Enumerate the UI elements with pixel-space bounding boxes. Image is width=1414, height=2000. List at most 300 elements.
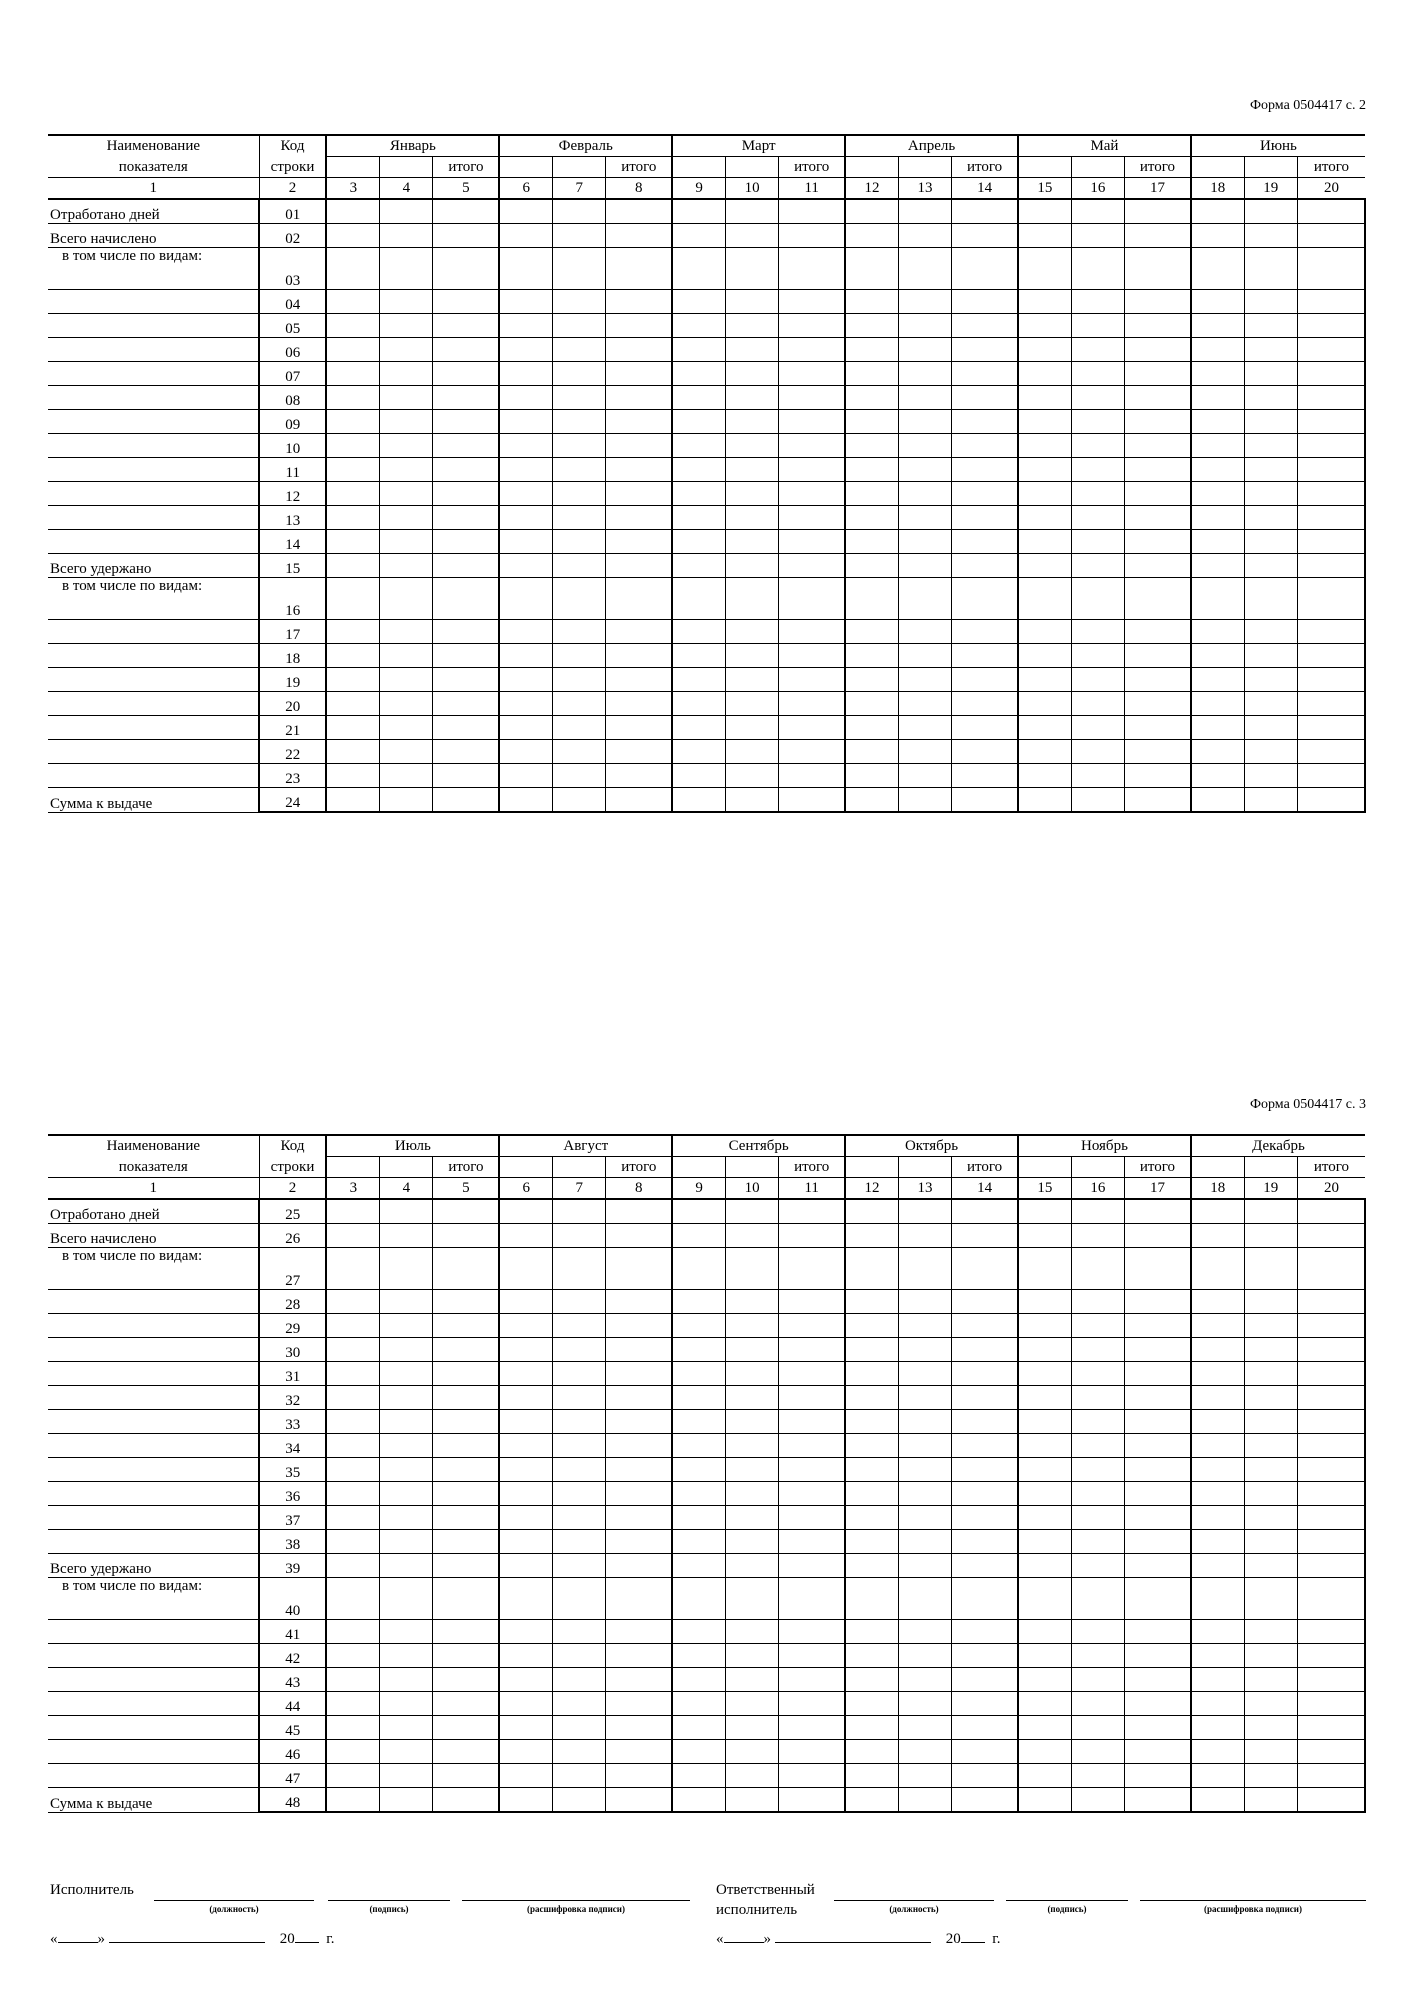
value-cell[interactable]	[779, 314, 845, 338]
value-cell[interactable]	[380, 620, 433, 644]
responsible-month-field[interactable]	[775, 1928, 931, 1943]
value-cell[interactable]	[845, 1248, 898, 1290]
value-cell[interactable]	[672, 1199, 725, 1224]
value-cell[interactable]	[952, 482, 1018, 506]
value-cell[interactable]	[326, 1668, 379, 1692]
value-cell[interactable]	[499, 788, 552, 813]
value-cell[interactable]	[326, 788, 379, 813]
value-cell[interactable]	[553, 554, 606, 578]
value-cell[interactable]	[779, 1386, 845, 1410]
value-cell[interactable]	[1191, 1716, 1244, 1740]
value-cell[interactable]	[1297, 764, 1365, 788]
value-cell[interactable]	[1191, 620, 1244, 644]
value-cell[interactable]	[1125, 1692, 1191, 1716]
value-cell[interactable]	[725, 668, 778, 692]
value-cell[interactable]	[433, 506, 499, 530]
value-cell[interactable]	[380, 1740, 433, 1764]
value-cell[interactable]	[1125, 1362, 1191, 1386]
value-cell[interactable]	[433, 788, 499, 813]
value-cell[interactable]	[725, 1338, 778, 1362]
value-cell[interactable]	[1297, 434, 1365, 458]
value-cell[interactable]	[1244, 764, 1297, 788]
value-cell[interactable]	[672, 1764, 725, 1788]
value-cell[interactable]	[1018, 1338, 1071, 1362]
value-cell[interactable]	[1244, 290, 1297, 314]
value-cell[interactable]	[1191, 1290, 1244, 1314]
value-cell[interactable]	[1297, 1554, 1365, 1578]
value-cell[interactable]	[1244, 1314, 1297, 1338]
value-cell[interactable]	[1018, 314, 1071, 338]
value-cell[interactable]	[380, 740, 433, 764]
value-cell[interactable]	[1191, 764, 1244, 788]
value-cell[interactable]	[1071, 1410, 1124, 1434]
value-cell[interactable]	[952, 1410, 1018, 1434]
value-cell[interactable]	[553, 1530, 606, 1554]
value-cell[interactable]	[606, 362, 672, 386]
value-cell[interactable]	[606, 716, 672, 740]
value-cell[interactable]	[1018, 1740, 1071, 1764]
value-cell[interactable]	[952, 458, 1018, 482]
value-cell[interactable]	[1244, 716, 1297, 740]
value-cell[interactable]	[606, 458, 672, 482]
value-cell[interactable]	[1191, 1338, 1244, 1362]
value-cell[interactable]	[326, 1764, 379, 1788]
value-cell[interactable]	[1018, 1788, 1071, 1813]
value-cell[interactable]	[725, 1248, 778, 1290]
value-cell[interactable]	[898, 1434, 951, 1458]
value-cell[interactable]	[1297, 1386, 1365, 1410]
value-cell[interactable]	[952, 199, 1018, 224]
value-cell[interactable]	[1018, 290, 1071, 314]
value-cell[interactable]	[380, 1530, 433, 1554]
value-cell[interactable]	[845, 1314, 898, 1338]
value-cell[interactable]	[1125, 1644, 1191, 1668]
value-cell[interactable]	[952, 1530, 1018, 1554]
value-cell[interactable]	[1071, 578, 1124, 620]
value-cell[interactable]	[1244, 338, 1297, 362]
value-cell[interactable]	[672, 1314, 725, 1338]
value-cell[interactable]	[1018, 692, 1071, 716]
value-cell[interactable]	[672, 692, 725, 716]
value-cell[interactable]	[499, 668, 552, 692]
value-cell[interactable]	[1071, 1578, 1124, 1620]
value-cell[interactable]	[606, 1668, 672, 1692]
value-cell[interactable]	[725, 740, 778, 764]
value-cell[interactable]	[606, 1578, 672, 1620]
value-cell[interactable]	[433, 1644, 499, 1668]
value-cell[interactable]	[1125, 1764, 1191, 1788]
value-cell[interactable]	[779, 1620, 845, 1644]
value-cell[interactable]	[1244, 668, 1297, 692]
value-cell[interactable]	[898, 644, 951, 668]
value-cell[interactable]	[499, 1482, 552, 1506]
value-cell[interactable]	[845, 554, 898, 578]
value-cell[interactable]	[1018, 199, 1071, 224]
value-cell[interactable]	[952, 1764, 1018, 1788]
value-cell[interactable]	[1018, 530, 1071, 554]
value-cell[interactable]	[1297, 1314, 1365, 1338]
value-cell[interactable]	[326, 1199, 379, 1224]
value-cell[interactable]	[1297, 248, 1365, 290]
value-cell[interactable]	[553, 1764, 606, 1788]
value-cell[interactable]	[672, 386, 725, 410]
value-cell[interactable]	[606, 248, 672, 290]
value-cell[interactable]	[553, 1410, 606, 1434]
value-cell[interactable]	[380, 1692, 433, 1716]
value-cell[interactable]	[433, 410, 499, 434]
executor-day-field[interactable]	[58, 1928, 98, 1943]
value-cell[interactable]	[553, 224, 606, 248]
value-cell[interactable]	[1125, 554, 1191, 578]
value-cell[interactable]	[898, 1716, 951, 1740]
value-cell[interactable]	[1018, 1530, 1071, 1554]
value-cell[interactable]	[1125, 410, 1191, 434]
value-cell[interactable]	[898, 620, 951, 644]
value-cell[interactable]	[326, 410, 379, 434]
value-cell[interactable]	[606, 578, 672, 620]
value-cell[interactable]	[898, 1290, 951, 1314]
value-cell[interactable]	[952, 530, 1018, 554]
value-cell[interactable]	[725, 386, 778, 410]
value-cell[interactable]	[553, 434, 606, 458]
value-cell[interactable]	[672, 199, 725, 224]
value-cell[interactable]	[380, 1434, 433, 1458]
value-cell[interactable]	[1125, 1314, 1191, 1338]
value-cell[interactable]	[725, 578, 778, 620]
value-cell[interactable]	[1071, 1716, 1124, 1740]
value-cell[interactable]	[672, 1578, 725, 1620]
value-cell[interactable]	[1071, 1224, 1124, 1248]
value-cell[interactable]	[845, 224, 898, 248]
value-cell[interactable]	[380, 1668, 433, 1692]
value-cell[interactable]	[845, 434, 898, 458]
value-cell[interactable]	[433, 1788, 499, 1813]
value-cell[interactable]	[1297, 530, 1365, 554]
value-cell[interactable]	[1191, 1740, 1244, 1764]
value-cell[interactable]	[553, 764, 606, 788]
value-cell[interactable]	[499, 1314, 552, 1338]
value-cell[interactable]	[898, 1740, 951, 1764]
value-cell[interactable]	[725, 1199, 778, 1224]
value-cell[interactable]	[553, 1314, 606, 1338]
value-cell[interactable]	[672, 740, 725, 764]
value-cell[interactable]	[672, 1530, 725, 1554]
value-cell[interactable]	[433, 644, 499, 668]
value-cell[interactable]	[499, 1410, 552, 1434]
value-cell[interactable]	[433, 740, 499, 764]
value-cell[interactable]	[952, 410, 1018, 434]
value-cell[interactable]	[898, 410, 951, 434]
value-cell[interactable]	[1244, 386, 1297, 410]
value-cell[interactable]	[433, 716, 499, 740]
value-cell[interactable]	[779, 644, 845, 668]
value-cell[interactable]	[779, 764, 845, 788]
value-cell[interactable]	[606, 1386, 672, 1410]
value-cell[interactable]	[1297, 1530, 1365, 1554]
value-cell[interactable]	[898, 1620, 951, 1644]
value-cell[interactable]	[779, 788, 845, 813]
value-cell[interactable]	[1191, 1668, 1244, 1692]
value-cell[interactable]	[1071, 1530, 1124, 1554]
value-cell[interactable]	[672, 1668, 725, 1692]
value-cell[interactable]	[1071, 1668, 1124, 1692]
value-cell[interactable]	[779, 1716, 845, 1740]
value-cell[interactable]	[1018, 620, 1071, 644]
value-cell[interactable]	[1297, 410, 1365, 434]
value-cell[interactable]	[1018, 1506, 1071, 1530]
value-cell[interactable]	[952, 1434, 1018, 1458]
value-cell[interactable]	[779, 554, 845, 578]
value-cell[interactable]	[725, 1434, 778, 1458]
value-cell[interactable]	[1297, 1764, 1365, 1788]
value-cell[interactable]	[433, 1410, 499, 1434]
value-cell[interactable]	[898, 434, 951, 458]
value-cell[interactable]	[606, 1482, 672, 1506]
value-cell[interactable]	[606, 1554, 672, 1578]
value-cell[interactable]	[433, 578, 499, 620]
value-cell[interactable]	[380, 338, 433, 362]
value-cell[interactable]	[1297, 578, 1365, 620]
value-cell[interactable]	[725, 530, 778, 554]
value-cell[interactable]	[1125, 1290, 1191, 1314]
value-cell[interactable]	[1297, 386, 1365, 410]
value-cell[interactable]	[1125, 248, 1191, 290]
value-cell[interactable]	[553, 1692, 606, 1716]
value-cell[interactable]	[779, 1199, 845, 1224]
value-cell[interactable]	[1297, 740, 1365, 764]
value-cell[interactable]	[1071, 1482, 1124, 1506]
value-cell[interactable]	[380, 1338, 433, 1362]
value-cell[interactable]	[1244, 199, 1297, 224]
value-cell[interactable]	[1191, 1248, 1244, 1290]
value-cell[interactable]	[499, 530, 552, 554]
value-cell[interactable]	[672, 1458, 725, 1482]
value-cell[interactable]	[779, 1506, 845, 1530]
value-cell[interactable]	[1125, 764, 1191, 788]
value-cell[interactable]	[779, 362, 845, 386]
value-cell[interactable]	[433, 362, 499, 386]
value-cell[interactable]	[1191, 1410, 1244, 1434]
value-cell[interactable]	[380, 290, 433, 314]
value-cell[interactable]	[499, 692, 552, 716]
value-cell[interactable]	[1244, 1668, 1297, 1692]
value-cell[interactable]	[326, 1788, 379, 1813]
value-cell[interactable]	[606, 199, 672, 224]
value-cell[interactable]	[499, 1716, 552, 1740]
value-cell[interactable]	[1018, 1290, 1071, 1314]
value-cell[interactable]	[1125, 1578, 1191, 1620]
value-cell[interactable]	[779, 1764, 845, 1788]
value-cell[interactable]	[433, 1668, 499, 1692]
value-cell[interactable]	[845, 1530, 898, 1554]
value-cell[interactable]	[845, 1788, 898, 1813]
value-cell[interactable]	[433, 386, 499, 410]
value-cell[interactable]	[606, 1248, 672, 1290]
value-cell[interactable]	[606, 1788, 672, 1813]
value-cell[interactable]	[952, 740, 1018, 764]
value-cell[interactable]	[606, 620, 672, 644]
responsible-decoding-field[interactable]	[1140, 1882, 1366, 1901]
value-cell[interactable]	[499, 716, 552, 740]
value-cell[interactable]	[845, 386, 898, 410]
value-cell[interactable]	[606, 740, 672, 764]
value-cell[interactable]	[725, 410, 778, 434]
value-cell[interactable]	[1018, 644, 1071, 668]
value-cell[interactable]	[845, 314, 898, 338]
value-cell[interactable]	[499, 644, 552, 668]
value-cell[interactable]	[779, 248, 845, 290]
value-cell[interactable]	[1191, 1764, 1244, 1788]
value-cell[interactable]	[725, 1764, 778, 1788]
value-cell[interactable]	[1244, 1578, 1297, 1620]
value-cell[interactable]	[1191, 1554, 1244, 1578]
value-cell[interactable]	[1018, 788, 1071, 813]
value-cell[interactable]	[725, 224, 778, 248]
value-cell[interactable]	[499, 482, 552, 506]
value-cell[interactable]	[1018, 578, 1071, 620]
value-cell[interactable]	[1018, 1224, 1071, 1248]
value-cell[interactable]	[499, 1199, 552, 1224]
value-cell[interactable]	[380, 386, 433, 410]
value-cell[interactable]	[779, 224, 845, 248]
value-cell[interactable]	[779, 338, 845, 362]
value-cell[interactable]	[553, 410, 606, 434]
value-cell[interactable]	[845, 506, 898, 530]
value-cell[interactable]	[553, 386, 606, 410]
value-cell[interactable]	[553, 1740, 606, 1764]
value-cell[interactable]	[326, 458, 379, 482]
value-cell[interactable]	[1244, 1199, 1297, 1224]
value-cell[interactable]	[326, 1506, 379, 1530]
value-cell[interactable]	[1191, 692, 1244, 716]
value-cell[interactable]	[1071, 1338, 1124, 1362]
value-cell[interactable]	[553, 290, 606, 314]
value-cell[interactable]	[898, 458, 951, 482]
value-cell[interactable]	[1244, 1506, 1297, 1530]
value-cell[interactable]	[1191, 1482, 1244, 1506]
value-cell[interactable]	[725, 1506, 778, 1530]
value-cell[interactable]	[952, 1644, 1018, 1668]
value-cell[interactable]	[779, 1482, 845, 1506]
value-cell[interactable]	[952, 1554, 1018, 1578]
value-cell[interactable]	[672, 1290, 725, 1314]
value-cell[interactable]	[1244, 1410, 1297, 1434]
value-cell[interactable]	[1244, 644, 1297, 668]
value-cell[interactable]	[779, 1224, 845, 1248]
value-cell[interactable]	[725, 290, 778, 314]
value-cell[interactable]	[845, 1290, 898, 1314]
value-cell[interactable]	[326, 1620, 379, 1644]
value-cell[interactable]	[1244, 740, 1297, 764]
value-cell[interactable]	[433, 248, 499, 290]
value-cell[interactable]	[779, 716, 845, 740]
value-cell[interactable]	[1297, 1290, 1365, 1314]
value-cell[interactable]	[1244, 458, 1297, 482]
value-cell[interactable]	[1125, 290, 1191, 314]
value-cell[interactable]	[1125, 1458, 1191, 1482]
value-cell[interactable]	[952, 1740, 1018, 1764]
executor-month-field[interactable]	[109, 1928, 265, 1943]
value-cell[interactable]	[1125, 668, 1191, 692]
value-cell[interactable]	[672, 554, 725, 578]
value-cell[interactable]	[1244, 1644, 1297, 1668]
value-cell[interactable]	[952, 1362, 1018, 1386]
value-cell[interactable]	[1018, 338, 1071, 362]
value-cell[interactable]	[380, 410, 433, 434]
value-cell[interactable]	[1191, 1620, 1244, 1644]
value-cell[interactable]	[326, 644, 379, 668]
value-cell[interactable]	[1125, 740, 1191, 764]
value-cell[interactable]	[1071, 1740, 1124, 1764]
value-cell[interactable]	[1191, 248, 1244, 290]
value-cell[interactable]	[326, 668, 379, 692]
value-cell[interactable]	[845, 1740, 898, 1764]
value-cell[interactable]	[952, 434, 1018, 458]
value-cell[interactable]	[499, 1506, 552, 1530]
value-cell[interactable]	[326, 1410, 379, 1434]
value-cell[interactable]	[898, 740, 951, 764]
value-cell[interactable]	[553, 1199, 606, 1224]
value-cell[interactable]	[433, 1530, 499, 1554]
value-cell[interactable]	[1125, 1434, 1191, 1458]
value-cell[interactable]	[1018, 248, 1071, 290]
value-cell[interactable]	[1018, 764, 1071, 788]
value-cell[interactable]	[898, 764, 951, 788]
value-cell[interactable]	[606, 788, 672, 813]
value-cell[interactable]	[326, 1530, 379, 1554]
value-cell[interactable]	[326, 716, 379, 740]
value-cell[interactable]	[672, 1620, 725, 1644]
value-cell[interactable]	[779, 1248, 845, 1290]
value-cell[interactable]	[326, 1482, 379, 1506]
value-cell[interactable]	[952, 1482, 1018, 1506]
value-cell[interactable]	[499, 554, 552, 578]
value-cell[interactable]	[499, 1620, 552, 1644]
value-cell[interactable]	[433, 1692, 499, 1716]
value-cell[interactable]	[1244, 788, 1297, 813]
value-cell[interactable]	[1244, 1482, 1297, 1506]
value-cell[interactable]	[845, 1506, 898, 1530]
value-cell[interactable]	[1191, 788, 1244, 813]
value-cell[interactable]	[606, 1434, 672, 1458]
value-cell[interactable]	[779, 1668, 845, 1692]
value-cell[interactable]	[499, 1248, 552, 1290]
value-cell[interactable]	[952, 1224, 1018, 1248]
value-cell[interactable]	[1297, 1692, 1365, 1716]
value-cell[interactable]	[1244, 554, 1297, 578]
value-cell[interactable]	[1244, 224, 1297, 248]
value-cell[interactable]	[499, 248, 552, 290]
value-cell[interactable]	[1125, 1716, 1191, 1740]
value-cell[interactable]	[898, 1506, 951, 1530]
value-cell[interactable]	[672, 458, 725, 482]
value-cell[interactable]	[433, 620, 499, 644]
value-cell[interactable]	[672, 1716, 725, 1740]
value-cell[interactable]	[1191, 554, 1244, 578]
value-cell[interactable]	[672, 1434, 725, 1458]
value-cell[interactable]	[725, 788, 778, 813]
value-cell[interactable]	[433, 1362, 499, 1386]
value-cell[interactable]	[553, 506, 606, 530]
value-cell[interactable]	[433, 1764, 499, 1788]
value-cell[interactable]	[898, 1410, 951, 1434]
value-cell[interactable]	[1191, 482, 1244, 506]
executor-year-field[interactable]	[295, 1928, 319, 1943]
value-cell[interactable]	[779, 1338, 845, 1362]
value-cell[interactable]	[606, 1224, 672, 1248]
value-cell[interactable]	[499, 1788, 552, 1813]
value-cell[interactable]	[898, 248, 951, 290]
